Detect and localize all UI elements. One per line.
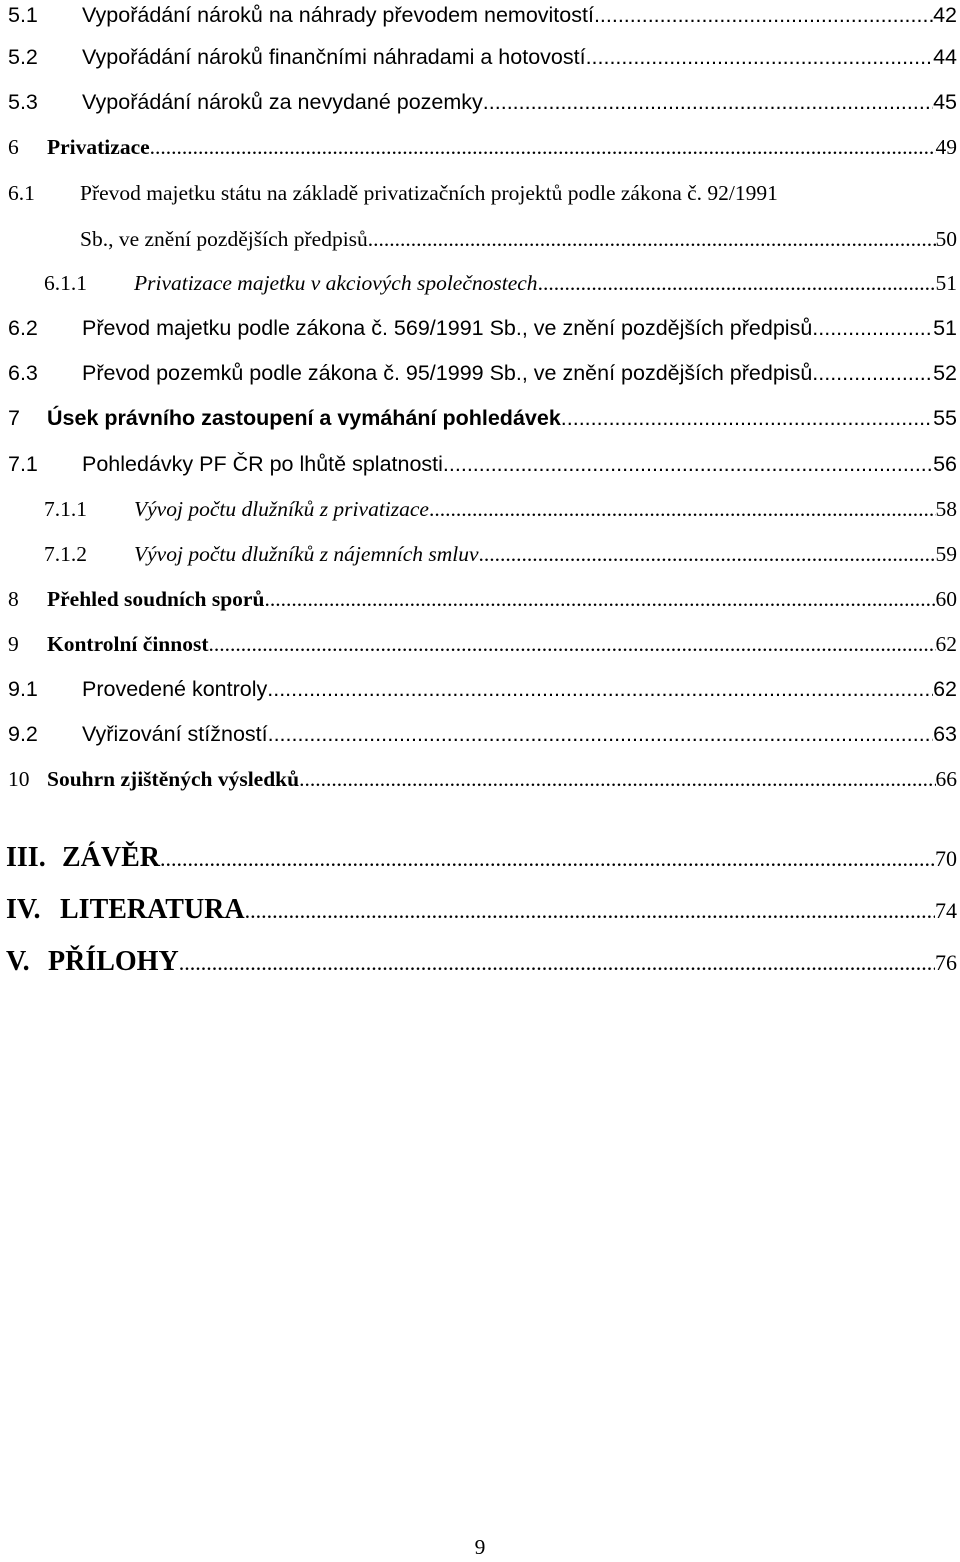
- toc-number: IV.: [6, 894, 41, 925]
- toc-entry[interactable]: [0, 87, 957, 117]
- toc-label: Úsek právního zastoupení a vymáhání pohledávek: [47, 406, 561, 430]
- toc-label: Provedené kontroly: [82, 677, 268, 701]
- toc-leader: [150, 132, 936, 162]
- toc-label: Pohledávky PF ČR po lhůtě splatnosti: [82, 452, 443, 476]
- toc-entry[interactable]: [0, 494, 957, 524]
- toc-number: 6.3: [8, 361, 38, 385]
- toc-page: 62: [933, 677, 957, 701]
- toc-number: 5.3: [8, 90, 38, 114]
- toc-page: 52: [933, 361, 957, 385]
- toc-entry[interactable]: [0, 358, 957, 388]
- toc-number: 6.1.1: [44, 271, 87, 295]
- toc-entry[interactable]: [0, 539, 957, 569]
- toc-leader: [268, 719, 933, 749]
- toc-label: Převod majetku podle zákona č. 569/1991 Sb., ve znění pozdějších předpisů: [82, 316, 813, 340]
- toc-entry[interactable]: [0, 132, 957, 162]
- toc-label: Kontrolní činnost: [47, 632, 209, 656]
- toc-entry[interactable]: [0, 719, 957, 749]
- toc-label: PŘÍLOHY: [48, 946, 179, 977]
- toc-entry[interactable]: [0, 42, 957, 72]
- toc-label: LITERATURA: [60, 894, 245, 925]
- toc-leader: [586, 42, 934, 72]
- toc-entry[interactable]: [0, 449, 957, 479]
- toc-entry[interactable]: [0, 313, 957, 343]
- toc-leader: [561, 403, 933, 433]
- toc-leader: [299, 764, 935, 794]
- toc-label: Vývoj počtu dlužníků z privatizace: [134, 497, 429, 521]
- toc-page: 58: [935, 497, 957, 521]
- toc-page: 59: [935, 542, 957, 566]
- toc-entry[interactable]: [0, 629, 957, 659]
- toc-label: Souhrn zjištěných výsledků: [47, 767, 300, 791]
- toc-number: 9.1: [8, 677, 38, 701]
- toc-number: 7.1.2: [44, 542, 87, 566]
- toc-label-continued: Sb., ve znění pozdějších předpisů: [80, 227, 368, 251]
- toc-leader: [267, 674, 933, 704]
- toc-label: Vývoj počtu dlužníků z nájemních smluv: [134, 542, 479, 566]
- toc-number: 5.2: [8, 45, 38, 69]
- toc-entry[interactable]: [0, 584, 957, 614]
- toc-leader: [264, 584, 935, 614]
- toc-leader: [179, 945, 935, 981]
- toc-entry[interactable]: [0, 944, 957, 980]
- toc-number: 6: [8, 135, 19, 159]
- toc-number: 6.2: [8, 316, 38, 340]
- toc-page: 45: [933, 90, 957, 114]
- toc-number: 6.1: [8, 181, 35, 205]
- toc-entry[interactable]: [0, 840, 957, 876]
- toc-page: 70: [935, 846, 957, 871]
- toc-entry[interactable]: [0, 892, 957, 928]
- toc-leader: [812, 358, 933, 388]
- toc-label: Vypořádání nároků za nevydané pozemky: [82, 90, 483, 114]
- toc-entry[interactable]: [0, 764, 957, 794]
- toc-leader: [208, 629, 935, 659]
- toc-page: 66: [935, 767, 957, 791]
- toc-leader: [429, 494, 936, 524]
- toc-leader: [812, 313, 933, 343]
- toc-number: 9.2: [8, 722, 38, 746]
- toc-leader: [245, 893, 935, 929]
- toc-number: 7.1.1: [44, 497, 87, 521]
- toc-page: 63: [933, 722, 957, 746]
- toc-number: V.: [6, 946, 30, 977]
- toc-number: III.: [6, 842, 46, 873]
- toc-page: 51: [935, 271, 957, 295]
- toc-leader: [443, 449, 933, 479]
- toc-page: 74: [935, 898, 957, 923]
- toc-page: 42: [933, 3, 957, 27]
- toc-label: Převod majetku státu na základě privatizačních projektů podle zákona č. 92/1991: [80, 181, 778, 205]
- toc-page: 62: [935, 632, 957, 656]
- toc-page: 60: [935, 587, 957, 611]
- toc-page: 56: [933, 452, 957, 476]
- toc-label: ZÁVĚR: [62, 842, 161, 873]
- toc-label: Převod pozemků podle zákona č. 95/1999 Sb., ve znění pozdějších předpisů: [82, 361, 813, 385]
- toc-leader: [368, 224, 936, 254]
- toc-page: 50: [935, 227, 957, 251]
- toc-leader: [160, 841, 935, 877]
- toc-leader: [479, 539, 936, 569]
- toc-entry[interactable]: [0, 403, 957, 433]
- toc-page: 76: [935, 950, 957, 975]
- toc-label: Vypořádání nároků finančními náhradami a hotovostí: [82, 45, 586, 69]
- toc-entry[interactable]: [0, 674, 957, 704]
- toc-leader: [538, 268, 936, 298]
- toc-number: 7.1: [8, 452, 38, 476]
- toc-page: 44: [933, 45, 957, 69]
- toc-page: 55: [933, 406, 957, 430]
- toc-entry[interactable]: [0, 178, 957, 254]
- toc-number: 5.1: [8, 3, 38, 27]
- toc-entry[interactable]: [0, 0, 957, 30]
- toc-number: 9: [8, 632, 19, 656]
- toc-label: Privatizace: [47, 135, 150, 159]
- toc-label: Vypořádání nároků na náhrady převodem nemovitostí: [82, 3, 594, 27]
- toc-entry[interactable]: [0, 268, 957, 298]
- toc-label: Privatizace majetku v akciových společnostech: [134, 271, 538, 295]
- toc-page: 49: [935, 135, 957, 159]
- toc-number: 10: [8, 767, 30, 791]
- toc-leader: [594, 0, 933, 30]
- toc-label: Vyřizování stížností: [82, 722, 268, 746]
- toc-page: 51: [933, 316, 957, 340]
- toc-number: 7: [8, 406, 20, 430]
- page-number: 9: [474, 1535, 486, 1559]
- toc-label: Přehled soudních sporů: [47, 587, 265, 611]
- toc-leader: [483, 87, 933, 117]
- toc-number: 8: [8, 587, 19, 611]
